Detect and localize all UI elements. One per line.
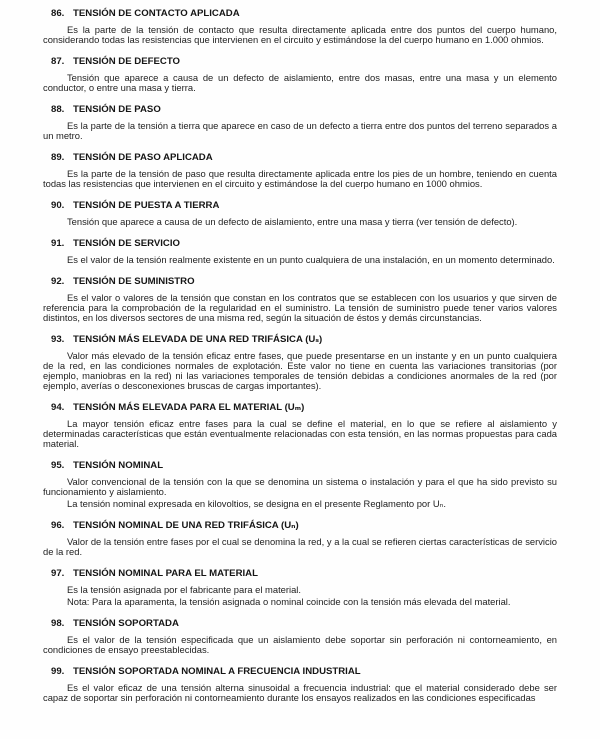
definition-number: 86. xyxy=(51,8,65,19)
definition-paragraph: Es la tensión asignada por el fabricante para el material. xyxy=(67,584,301,595)
definition-number: 90. xyxy=(51,200,65,211)
definition-paragraph: Es el valor de la tensión especificada que un aislamiento debe soportar sin perforación ni contorneamiento, en condiciones de ensayo preestablecidas. xyxy=(43,634,557,655)
definition-paragraph: Es el valor eficaz de una tensión alterna sinusoidal a frecuencia industrial: que el material considerado debe ser capaz de soportar sin perforación ni contorneamiento durante los ensayos realizados en las condiciones especificadas xyxy=(43,682,557,703)
definition-heading xyxy=(43,56,557,67)
definition-paragraph: Tensión que aparece a causa de un defecto de aislamiento, entre una masa y tierra (ver tensión de defecto). xyxy=(67,216,518,227)
definition-number: 88. xyxy=(51,104,65,115)
definition-heading xyxy=(43,334,557,345)
definition-title: TENSIÓN MÁS ELEVADA PARA EL MATERIAL (Uₘ) xyxy=(73,402,305,413)
definition-title: TENSIÓN NOMINAL PARA EL MATERIAL xyxy=(73,568,258,579)
definition-heading xyxy=(43,568,557,579)
definition-number: 94. xyxy=(51,402,65,413)
definition-heading xyxy=(43,200,557,211)
definition-heading xyxy=(43,520,557,531)
definition-item xyxy=(43,104,557,141)
definition-number: 99. xyxy=(51,666,65,677)
definition-item xyxy=(43,8,557,45)
definition-heading xyxy=(43,618,557,629)
definition-title: TENSIÓN NOMINAL xyxy=(73,460,164,471)
definition-number: 89. xyxy=(51,152,65,163)
definition-title: TENSIÓN NOMINAL DE UNA RED TRIFÁSICA (Uₙ) xyxy=(73,520,299,531)
definition-heading xyxy=(43,104,557,115)
definition-item xyxy=(43,568,557,607)
definition-paragraph: Es la parte de la tensión a tierra que aparece en caso de un defecto a tierra entre dos puntos del terreno separados a un metro. xyxy=(43,120,557,141)
definition-number: 95. xyxy=(51,460,65,471)
definition-title: TENSIÓN MÁS ELEVADA DE UNA RED TRIFÁSICA (Uₛ) xyxy=(73,334,323,345)
definition-title: TENSIÓN DE SUMINISTRO xyxy=(73,276,195,287)
definition-heading xyxy=(43,402,557,413)
definition-paragraph: Valor convencional de la tensión con la que se denomina un sistema o instalación y para el que ha sido previsto su funcionamiento y aislamiento. xyxy=(43,476,557,497)
definition-title: TENSIÓN SOPORTADA NOMINAL A FRECUENCIA INDUSTRIAL xyxy=(73,666,361,677)
definition-number: 93. xyxy=(51,334,65,345)
definition-title: TENSIÓN DE PASO APLICADA xyxy=(73,152,213,163)
definition-item xyxy=(43,666,557,703)
definition-heading xyxy=(43,276,557,287)
definition-item xyxy=(43,152,557,189)
definitions-list xyxy=(43,8,557,703)
definition-paragraph: Valor de la tensión entre fases por el cual se denomina la red, y a la cual se refieren ciertas características de servicio de la red. xyxy=(43,536,557,557)
definition-item xyxy=(43,56,557,93)
definition-number: 96. xyxy=(51,520,65,531)
definition-number: 98. xyxy=(51,618,65,629)
definition-number: 92. xyxy=(51,276,65,287)
definition-title: TENSIÓN DE SERVICIO xyxy=(73,238,180,249)
definition-heading xyxy=(43,152,557,163)
definition-item xyxy=(43,334,557,391)
definition-heading xyxy=(43,238,557,249)
definition-paragraph: Es el valor de la tensión realmente existente en un punto cualquiera de una instalación, en un momento determinado. xyxy=(67,254,555,265)
definition-title: TENSIÓN DE PASO xyxy=(73,104,161,115)
definition-paragraph: Tensión que aparece a causa de un defecto de aislamiento, entre dos masas, entre una masa y un elemento conductor, o entre una masa y tierra. xyxy=(43,72,557,93)
definition-item xyxy=(43,238,557,265)
definition-title: TENSIÓN DE PUESTA A TIERRA xyxy=(73,200,220,211)
definition-item xyxy=(43,276,557,323)
definition-paragraph: La mayor tensión eficaz entre fases para la cual se define el material, en lo que se refiere al aislamiento y determinadas características que están eventualmente relacionadas con esta tensión, en las normas propuestas para cada material. xyxy=(43,418,557,449)
definition-title: TENSIÓN DE CONTACTO APLICADA xyxy=(73,8,240,19)
definition-paragraph: Nota: Para la aparamenta, la tensión asignada o nominal coincide con la tensión más elevada del material. xyxy=(67,596,511,607)
definition-item xyxy=(43,618,557,655)
definition-number: 97. xyxy=(51,568,65,579)
definition-heading xyxy=(43,666,557,677)
definition-item xyxy=(43,460,557,509)
definition-title: TENSIÓN SOPORTADA xyxy=(73,618,179,629)
definition-number: 87. xyxy=(51,56,65,67)
definition-paragraph: Valor más elevado de la tensión eficaz entre fases, que puede presentarse en un instante y en un punto cualquiera de la red, en las condiciones normales de explotación. Este valor no tiene en cuenta las variaciones transitorias (por ejemplo, maniobras en la red) ni las variaciones temporales de tensión debidas a condiciones anormales de la red (por ejemplo, averías o desconexiones bruscas de cargas importantes). xyxy=(43,350,557,391)
definition-item xyxy=(43,402,557,449)
definition-heading xyxy=(43,8,557,19)
definition-paragraph: Es la parte de la tensión de paso que resulta directamente aplicada entre los pies de un hombre, teniendo en cuenta todas las resistencias que intervienen en el circuito y estimándose la del cuerpo humano en 1000 ohmios. xyxy=(43,168,557,189)
definition-paragraph: Es el valor o valores de la tensión que constan en los contratos que se establecen con los usuarios y que sirven de referencia para la comprobación de la regularidad en el suministro. La tensión de suministro puede tener varios valores distintos, en los diversos sectores de una misma red, según la situación de éstos y demás circunstancias. xyxy=(43,292,557,323)
definition-item xyxy=(43,520,557,557)
definition-paragraph: La tensión nominal expresada en kilovoltios, se designa en el presente Reglamento por Uₙ. xyxy=(67,498,446,509)
definition-paragraph: Es la parte de la tensión de contacto que resulta directamente aplicada entre dos puntos del cuerpo humano, considerando todas las resistencias que intervienen en el circuito y estimándose la del cuerpo humano en 1.000 ohmios. xyxy=(43,24,557,45)
definition-title: TENSIÓN DE DEFECTO xyxy=(73,56,180,67)
definition-number: 91. xyxy=(51,238,65,249)
definition-heading xyxy=(43,460,557,471)
definition-item xyxy=(43,200,557,227)
